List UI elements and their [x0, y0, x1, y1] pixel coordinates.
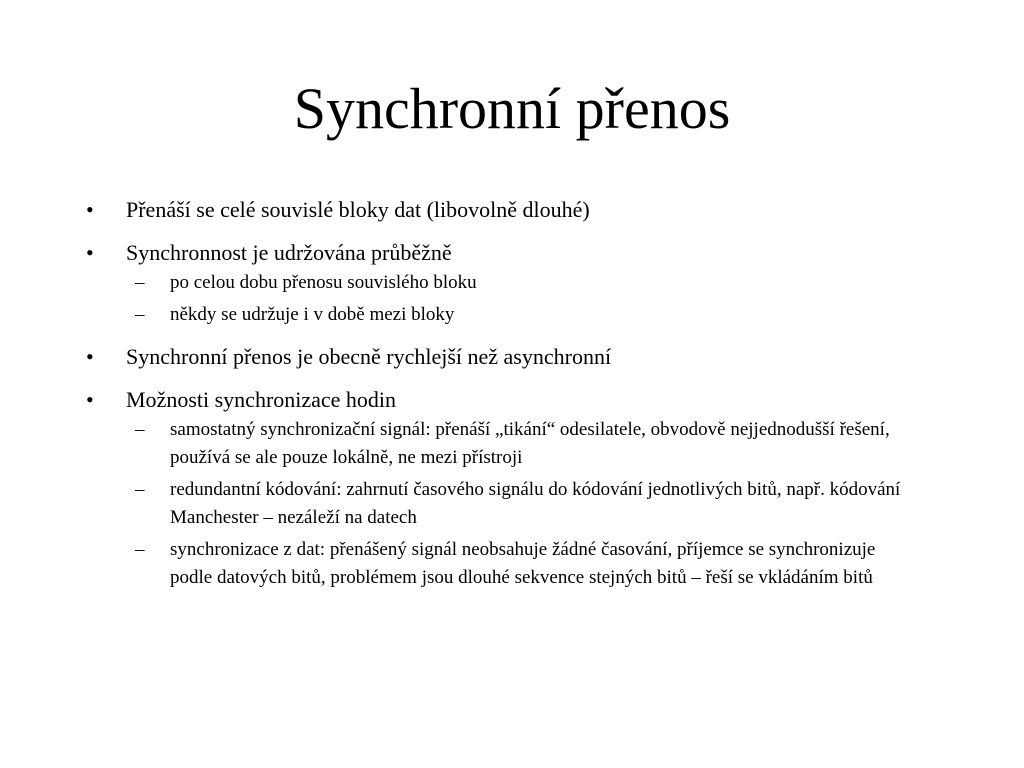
sub-list-item-text: redundantní kódování: zahrnutí časového signálu do kódování jednotlivých bitů, např. kódování Manchester – nezáleží na datech — [170, 479, 901, 528]
bullet-marker: • — [86, 197, 94, 222]
dash-marker: – — [135, 539, 145, 560]
list-item — [86, 238, 916, 268]
list-item — [86, 195, 916, 225]
bullet-marker: • — [86, 387, 94, 412]
sub-list-item — [86, 536, 916, 592]
sub-list-item-text: samostatný synchronizační signál: přenáší „tikání“ odesilatele, obvodově nejjednodušší řešení, používá se ale pouze lokálně, ne mezi přístroji — [170, 419, 890, 468]
sub-list-item — [86, 269, 916, 297]
dash-marker: – — [135, 272, 145, 293]
dash-marker: – — [135, 419, 145, 440]
slide-title: Synchronní přenos — [293, 76, 731, 141]
list-item-text: Možnosti synchronizace hodin — [126, 387, 397, 412]
sub-list-item — [86, 416, 916, 472]
dash-marker: – — [135, 479, 145, 500]
bullet-marker: • — [86, 344, 94, 369]
list-item-text: Přenáší se celé souvislé bloky dat (libovolně dlouhé) — [126, 197, 590, 222]
list-item-text: Synchronní přenos je obecně rychlejší než asynchronní — [126, 344, 612, 369]
sub-list-item-text: někdy se udržuje i v době mezi bloky — [170, 304, 455, 325]
list-item — [86, 385, 916, 415]
dash-marker: – — [135, 304, 145, 325]
bullet-marker: • — [86, 240, 94, 265]
sub-list-item-text: synchronizace z dat: přenášený signál neobsahuje žádné časování, příjemce se synchronizuje podle datových bitů, problémem jsou dlouhé sekvence stejných bitů – řeší se vkládáním bitů — [170, 539, 876, 588]
sub-list-item — [86, 476, 916, 532]
sub-list-item — [86, 301, 916, 329]
list-item — [86, 342, 916, 372]
list-item-text: Synchronnost je udržována průběžně — [126, 240, 452, 265]
bullet-list — [86, 195, 916, 592]
sub-list-item-text: po celou dobu přenosu souvislého bloku — [170, 272, 477, 293]
